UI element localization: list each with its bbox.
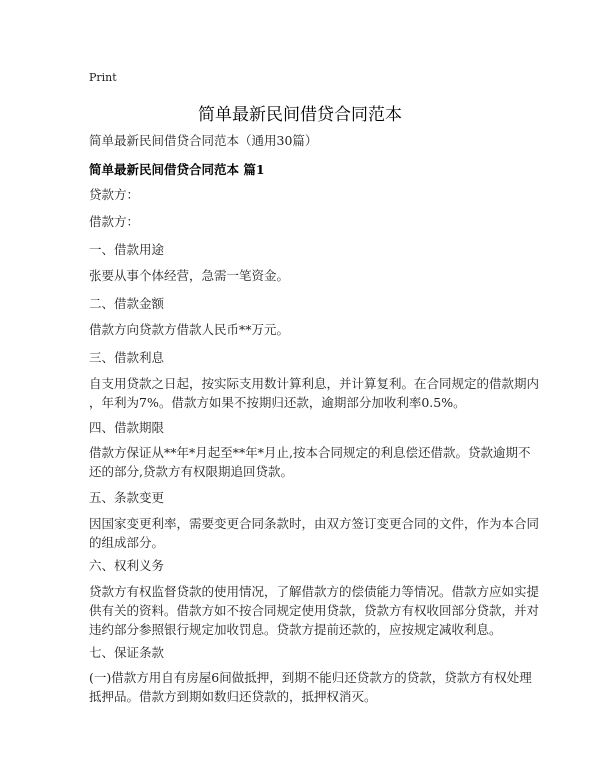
paragraph-guarantee (89, 668, 532, 706)
text-line: 抵押品。借款方到期如数归还贷款的，抵押权消灭。 (89, 689, 377, 704)
paragraph-loan-amount (89, 320, 529, 339)
heading-clause-change: 五、条款变更 (89, 490, 165, 505)
print-label[interactable]: Print (89, 71, 117, 84)
heading-guarantee: 七、保证条款 (89, 645, 165, 660)
text-line: (一)借款方用自有房屋6间做抵押，到期不能归还贷款方的贷款，贷款方有权处理 (89, 670, 532, 685)
paragraph-clause-change (89, 514, 540, 552)
heading-rights-duties: 六、权利义务 (89, 558, 165, 573)
text-line: ，年利为7%。借款方如果不按期归还款，逾期部分加收利率0.5%。 (89, 395, 466, 410)
text-line: 因国家变更利率，需要变更合同条款时，由双方签订变更合同的文件，作为本合同 (89, 516, 540, 531)
paragraph-loan-term (89, 443, 529, 481)
text-line: 的组成部分。 (89, 535, 165, 550)
paragraph-loan-interest (89, 374, 540, 412)
document-title: 简单最新民间借贷合同范本 (198, 105, 402, 125)
text-line: 张要从事个体经营，急需一笔资金。 (89, 268, 290, 283)
paragraph-rights-duties (89, 582, 540, 639)
text-line: 借款方保证从**年*月起至**年*月止,按本合同规定的利息偿还借款。贷款逾期不 (89, 445, 531, 460)
heading-loan-purpose: 一、借款用途 (89, 242, 165, 257)
heading-loan-interest: 三、借款利息 (89, 350, 165, 365)
text-line: 违约部分参照银行规定加收罚息。贷款方提前还款的，应按规定减收利息。 (89, 622, 502, 637)
text-line: 自支用贷款之日起，按实际支用数计算利息，并计算复利。在合同规定的借款期内 (89, 376, 540, 391)
heading-loan-amount: 二、借款金额 (89, 296, 165, 311)
borrower-label: 借款方： (89, 214, 140, 229)
paragraph-loan-purpose (89, 266, 529, 285)
text-line: 还的部分,贷款方有权限期追回贷款。 (89, 464, 293, 479)
document-subtitle: 简单最新民间借贷合同范本（通用30篇） (89, 133, 318, 148)
section-heading: 简单最新民间借贷合同范本 篇1 (89, 162, 265, 177)
text-line: 借款方向贷款方借款人民币**万元。 (89, 322, 290, 337)
text-line: 贷款方有权监督贷款的使用情况，了解借款方的偿债能力等情况。借款方应如实提 (89, 584, 540, 599)
text-line: 供有关的资料。借款方如不按合同规定使用贷款，贷款方有权收回部分贷款，并对 (89, 603, 540, 618)
heading-loan-term: 四、借款期限 (89, 420, 165, 435)
lender-label: 贷款方： (89, 187, 140, 202)
